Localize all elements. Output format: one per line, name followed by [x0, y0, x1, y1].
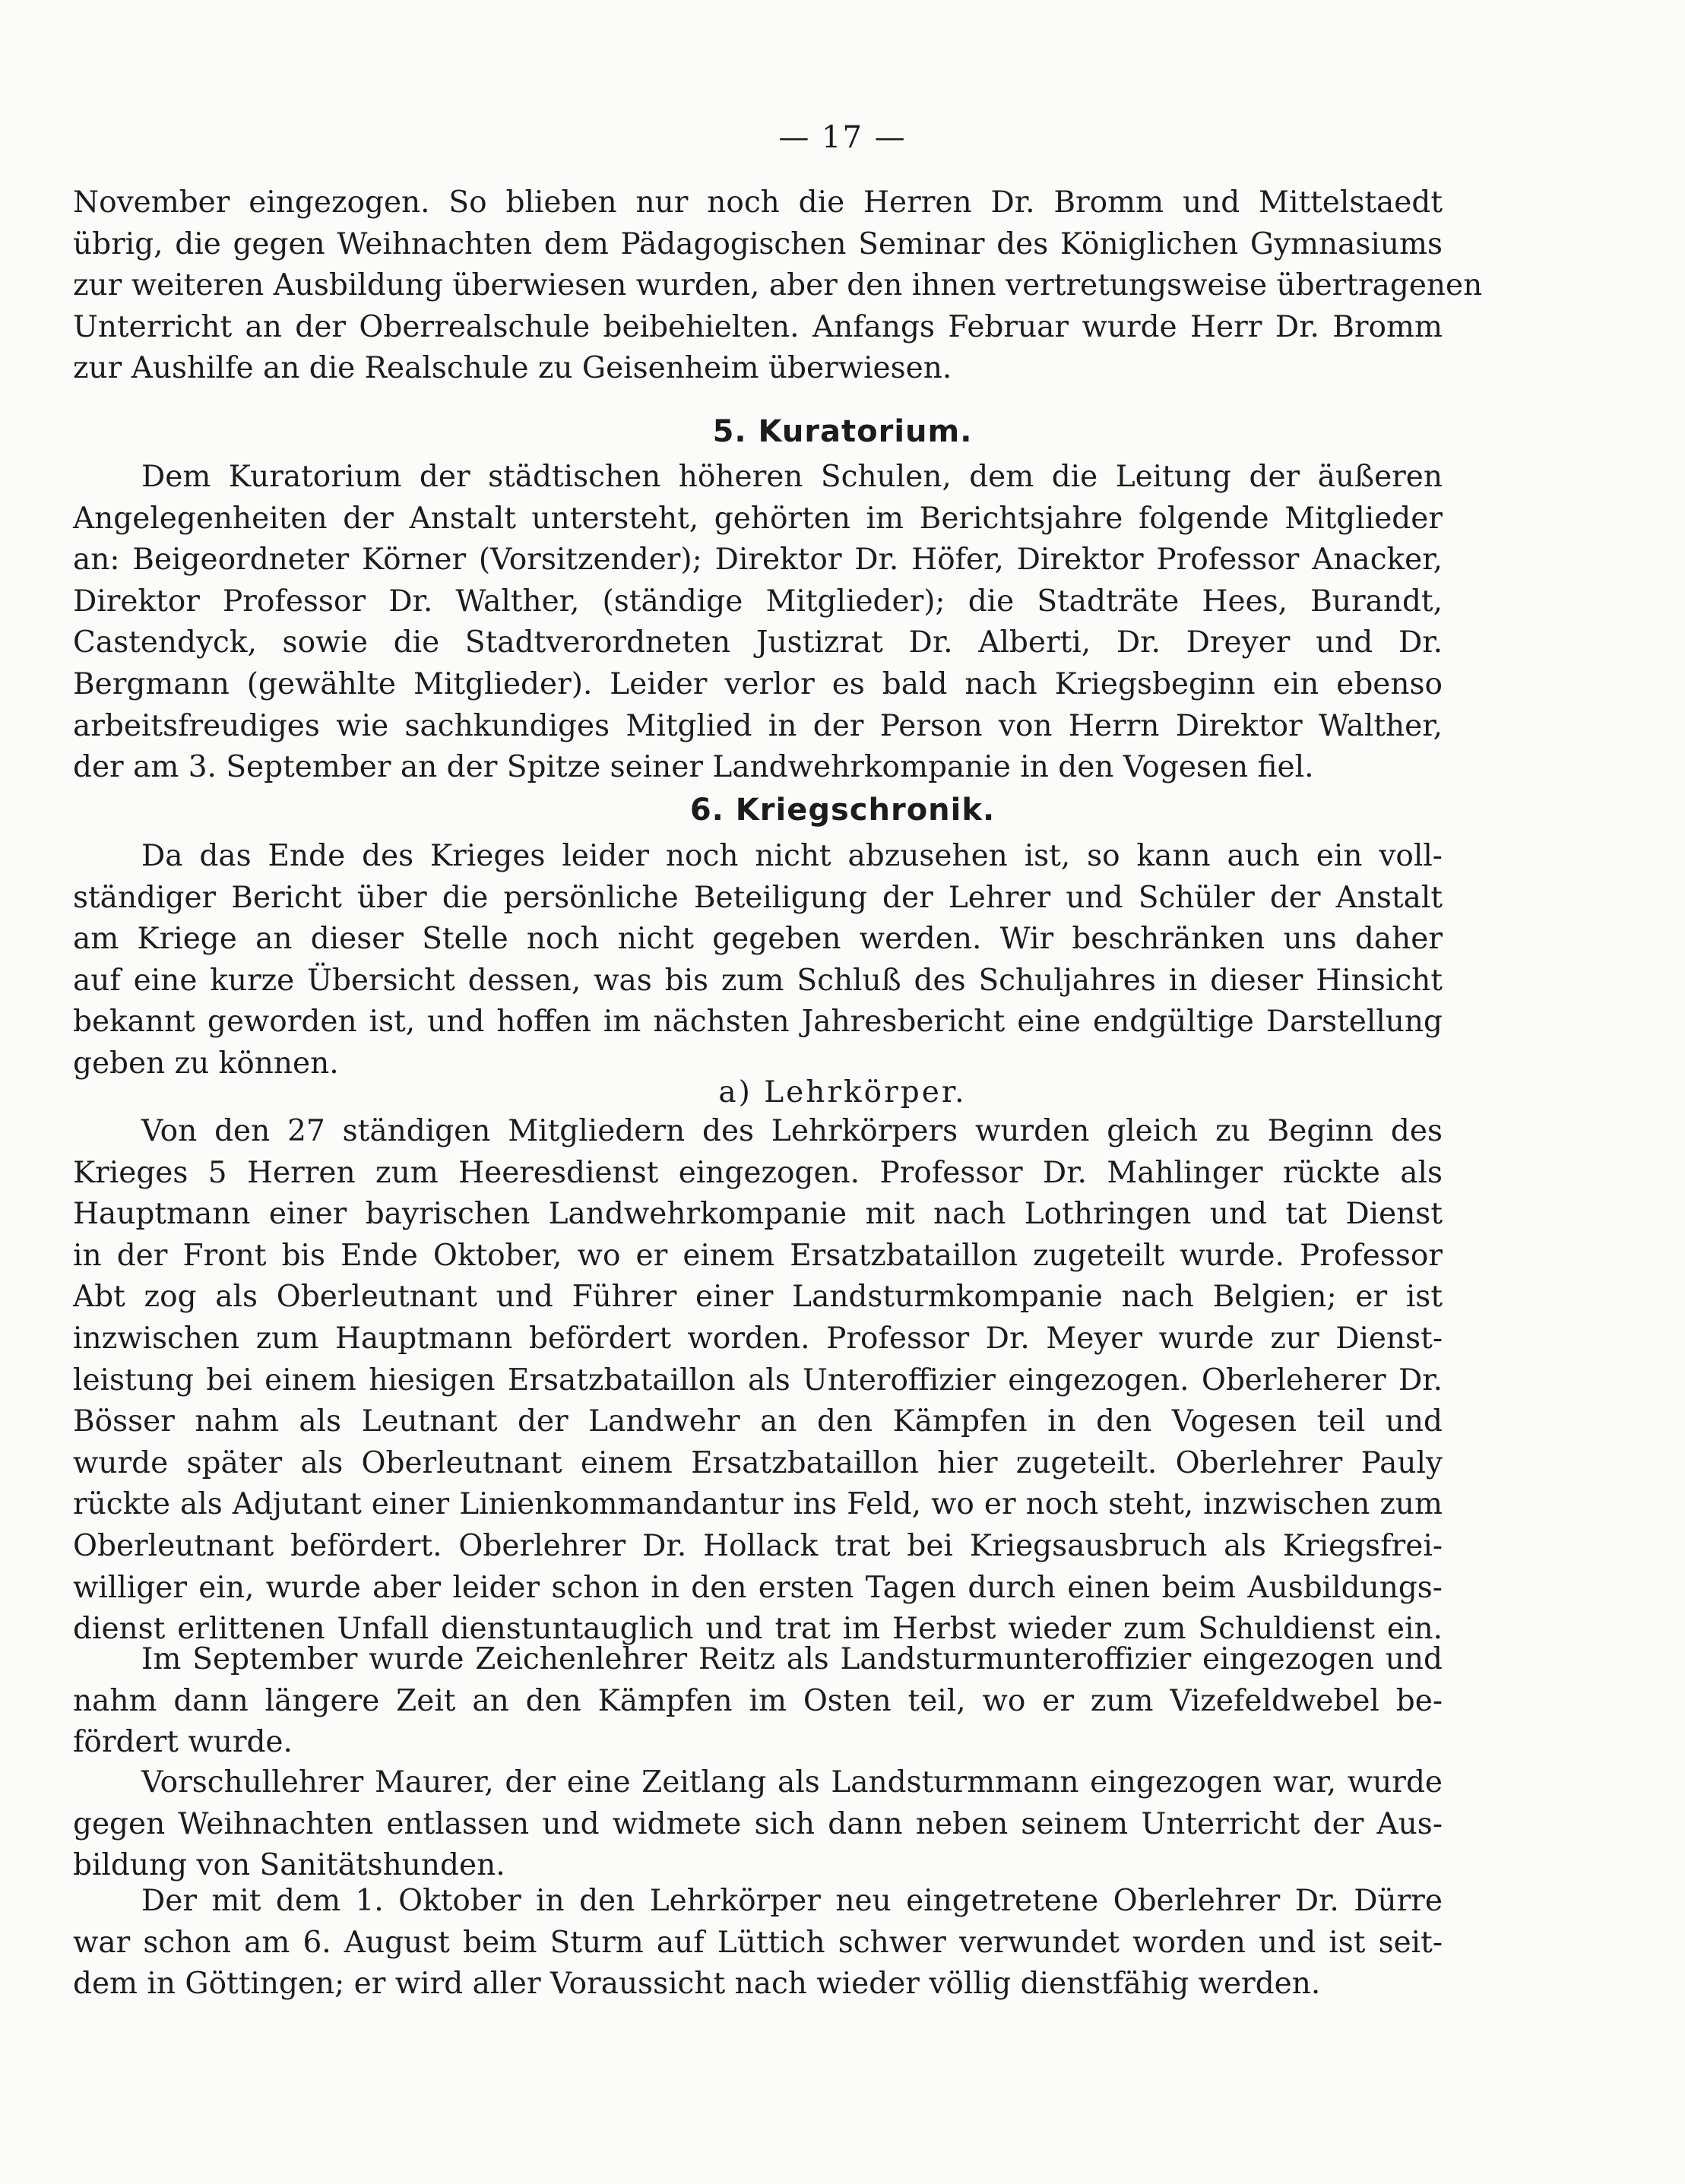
text-line: war schon am 6. August beim Sturm auf Lüttich schwer verwundet worden und ist seit- [73, 1925, 1443, 1960]
text-line: fördert wurde. [73, 1725, 293, 1760]
text-line: Krieges 5 Herren zum Heeresdienst eingezogen. Professor Dr. Mahlinger rückte als [73, 1155, 1443, 1190]
text-line: Castendyck, sowie die Stadtverordneten Justizrat Dr. Alberti, Dr. Dreyer und Dr. [73, 625, 1443, 660]
text-line: Unterricht an der Oberrealschule beibehielten. Anfangs Februar wurde Herr Dr. Bromm [73, 309, 1443, 344]
text-line: am Kriege an dieser Stelle noch nicht gegeben werden. Wir beschränken uns daher [73, 922, 1443, 957]
text-line: Hauptmann einer bayrischen Landwehrkompanie mit nach Lothringen und tat Dienst [73, 1197, 1443, 1232]
text-line: dem in Göttingen; er wird aller Voraussicht nach wieder völlig dienstfähig werden. [73, 1967, 1321, 2002]
text-line: wurde später als Oberleutnant einem Ersatzbataillon hier zugeteilt. Oberlehrer Pauly [73, 1445, 1443, 1480]
text-line: arbeitsfreudiges wie sachkundiges Mitglied in der Person von Herrn Direktor Walther, [73, 708, 1443, 743]
paragraph-kuratorium [73, 457, 1443, 789]
text-line: an: Beigeordneter Körner (Vorsitzender); Direktor Dr. Höfer, Direktor Professor Anacker, [73, 543, 1443, 578]
text-line: Abt zog als Oberleutnant und Führer einer Landsturmkompanie nach Belgien; er ist [73, 1280, 1443, 1315]
text-line: bildung von Sanitätshunden. [73, 1848, 505, 1883]
text-line: zur Aushilfe an die Realschule zu Geisenheim überwiesen. [73, 351, 952, 386]
paragraph-kriegschronik-intro [73, 836, 1443, 1085]
paragraph-reitz [73, 1639, 1443, 1764]
text-line: Der mit dem 1. Oktober in den Lehrkörper neu eingetretene Oberlehrer Dr. Dürre [141, 1884, 1443, 1918]
text-line: zur weiteren Ausbildung überwiesen wurden, aber den ihnen vertretungsweise übertragenen [73, 268, 1483, 303]
text-line: Bösser nahm als Leutnant der Landwehr an den Kämpfen in den Vogesen teil und [73, 1404, 1443, 1439]
text-line: Angelegenheiten der Anstalt untersteht, gehörten im Berichtsjahre folgende Mitglieder [73, 501, 1443, 536]
text-line: in der Front bis Ende Oktober, wo er einem Ersatzbataillon zugeteilt wurde. Professor [73, 1238, 1443, 1273]
paragraph-maurer [73, 1762, 1443, 1887]
text-line: November eingezogen. So blieben nur noch die Herren Dr. Bromm und Mittelstaedt [73, 185, 1443, 220]
text-line: gegen Weihnachten entlassen und widmete sich dann neben seinem Unterricht der Aus- [73, 1806, 1443, 1841]
text-line: geben zu können. [73, 1046, 339, 1081]
paragraph-duerre [73, 1881, 1443, 2005]
text-line: inzwischen zum Hauptmann befördert worden. Professor Dr. Meyer wurde zur Dienst- [73, 1321, 1443, 1356]
text-line: ständiger Bericht über die persönliche Beteiligung der Lehrer und Schüler der Anstalt [73, 880, 1443, 915]
page-number: — 17 — [778, 120, 907, 155]
text-line: bekannt geworden ist, und hoffen im nächsten Jahresbericht eine endgültige Darstellung [73, 1005, 1443, 1040]
text-line: Bergmann (gewählte Mitglieder). Leider verlor es bald nach Kriegsbeginn ein ebenso [73, 666, 1443, 701]
section-heading-kriegschronik: 6. Kriegschronik. [689, 793, 996, 828]
text-line: Oberleutnant befördert. Oberlehrer Dr. Hollack trat bei Kriegsausbruch als Kriegsfrei- [73, 1528, 1443, 1563]
paragraph-staff-november [73, 182, 1483, 390]
text-line: Im September wurde Zeichenlehrer Reitz als Landsturmunteroffizier eingezogen und [141, 1642, 1443, 1676]
text-line: rückte als Adjutant einer Linienkommandantur ins Feld, wo er noch steht, inzwischen zum [73, 1487, 1443, 1522]
text-line: nahm dann längere Zeit an den Kämpfen im Osten teil, wo er zum Vizefeldwebel be- [73, 1683, 1443, 1718]
text-line: Dem Kuratorium der städtischen höheren Schulen, dem die Leitung der äußeren [141, 460, 1443, 494]
paragraph-lehrkoerper-main [73, 1111, 1443, 1651]
text-line: leistung bei einem hiesigen Ersatzbataillon als Unteroffizier eingezogen. Oberleherer Dr. [73, 1363, 1443, 1397]
text-line: Direktor Professor Dr. Walther, (ständige Mitglieder); die Stadträte Hees, Burandt, [73, 584, 1443, 619]
text-line: Da das Ende des Krieges leider noch nicht abzusehen ist, so kann auch ein voll- [141, 839, 1443, 873]
text-line: dienst erlittenen Unfall dienstuntauglich und trat im Herbst wieder zum Schuldienst ein. [73, 1612, 1443, 1647]
text-line: Vorschullehrer Maurer, der eine Zeitlang als Landsturmmann eingezogen war, wurde [141, 1765, 1443, 1799]
subheading-lehrkoerper: a) Lehrkörper. [718, 1075, 967, 1109]
text-line: übrig, die gegen Weihnachten dem Pädagogischen Seminar des Königlichen Gymnasiums [73, 226, 1443, 261]
text-line: williger ein, wurde aber leider schon in den ersten Tagen durch einen beim Ausbildungs- [73, 1570, 1443, 1605]
section-heading-kuratorium: 5. Kuratorium. [712, 414, 973, 449]
text-line: auf eine kurze Übersicht dessen, was bis zum Schluß des Schuljahres in dieser Hinsicht [73, 963, 1443, 998]
text-line: Von den 27 ständigen Mitgliedern des Lehrkörpers wurden gleich zu Beginn des [141, 1114, 1443, 1148]
text-line: der am 3. September an der Spitze seiner Landwehrkompanie in den Vogesen fiel. [73, 750, 1314, 785]
